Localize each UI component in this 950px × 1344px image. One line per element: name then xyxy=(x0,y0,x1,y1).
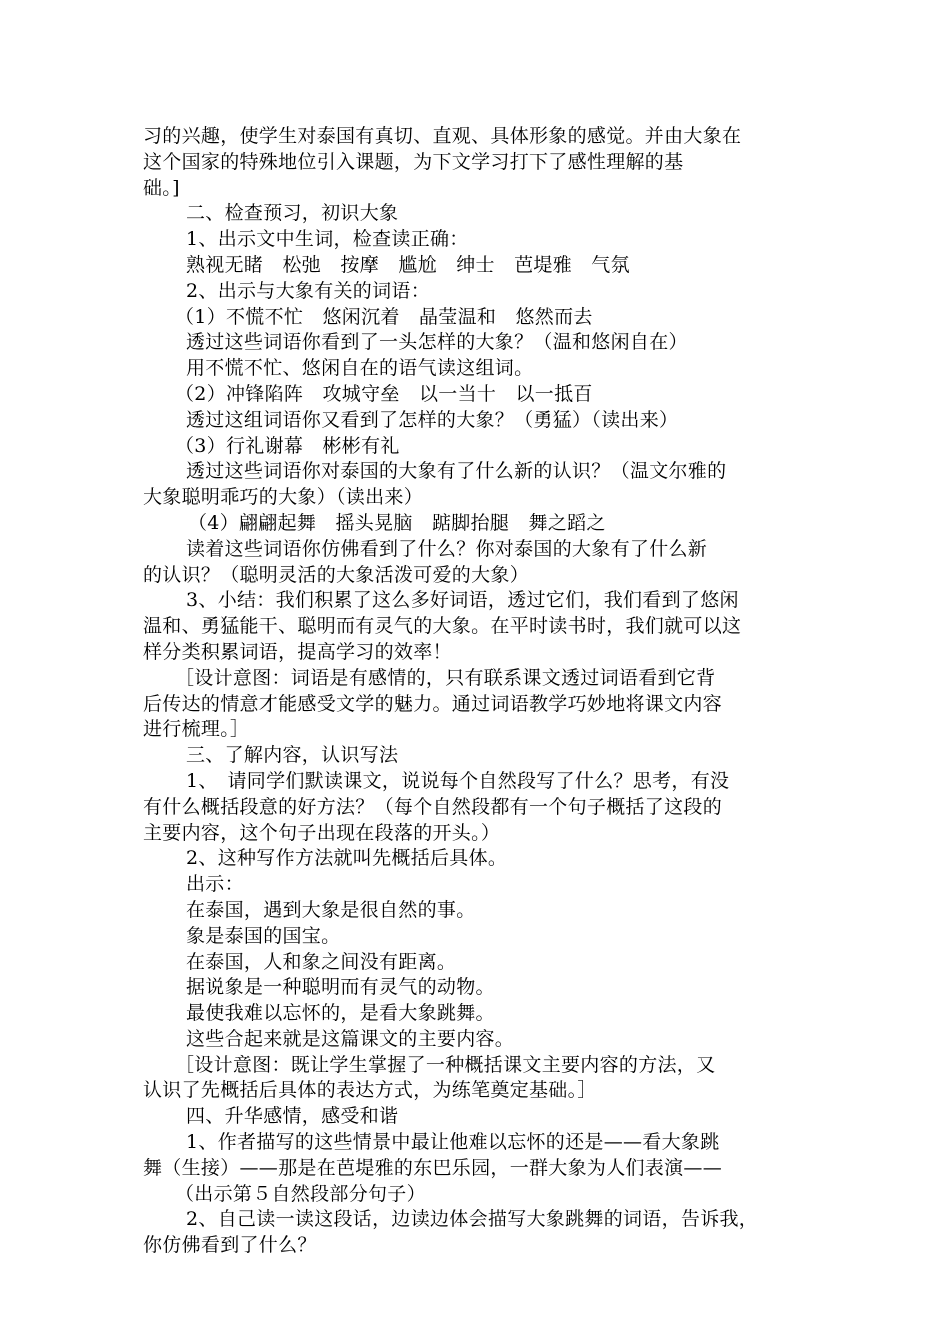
text-line: 主要内容，这个句子出现在段落的开头。） xyxy=(143,821,501,844)
text-line: 最使我难以忘怀的，是看大象跳舞。 xyxy=(186,1002,495,1025)
text-line: 2、自己读一读这段话，边读边体会描写大象跳舞的词语，告诉我， xyxy=(186,1208,759,1231)
text-line: 3、小结：我们积累了这么多好词语，透过它们，我们看到了悠闲 xyxy=(186,589,739,612)
design-note: 认识了先概括后具体的表达方式，为练笔奠定基础。］ xyxy=(143,1079,597,1102)
text-line: 2、出示与大象有关的词语： xyxy=(186,279,430,302)
section-heading: 二、检查预习，初识大象 xyxy=(186,202,399,225)
text-line: 大象聪明乖巧的大象）（读出来） xyxy=(143,486,424,509)
text-line: 透过这些词语你对泰国的大象有了什么新的认识？（温文尔雅的 xyxy=(186,460,727,483)
text-line: 在泰国，遇到大象是很自然的事。 xyxy=(186,898,476,921)
vocab-group: （4）翩翩起舞 摇头晃脑 踮脚抬腿 舞之蹈之 xyxy=(188,511,606,534)
text-line: 出示： xyxy=(186,873,244,896)
text-line: 在泰国，人和象之间没有距离。 xyxy=(186,950,457,973)
text-line: （出示第５自然段部分句子） xyxy=(175,1182,426,1205)
section-heading: 三、了解内容，认识写法 xyxy=(186,744,399,767)
design-note: ［设计意图：既让学生掌握了一种概括课文主要内容的方法，又 xyxy=(175,1053,716,1076)
text-line: 习的兴趣，使学生对泰国有真切、直观、具体形象的感觉。并由大象在 xyxy=(143,125,742,147)
text-line: 2、这种写作方法就叫先概括后具体。 xyxy=(186,847,508,870)
text-line: 读着这些词语你仿佛看到了什么？你对泰国的大象有了什么新 xyxy=(186,537,708,560)
text-line: 透过这些词语你看到了一头怎样的大象？（温和悠闲自在） xyxy=(186,331,688,354)
text-line: 透过这组词语你又看到了怎样的大象？（勇猛）（读出来） xyxy=(186,408,679,431)
vocab-group: （2）冲锋陷阵 攻城守垒 以一当十 以一抵百 xyxy=(175,382,593,405)
vocab-group: （3）行礼谢幕 彬彬有礼 xyxy=(175,434,400,457)
text-line: 这些合起来就是这篇课文的主要内容。 xyxy=(186,1027,515,1050)
text-line: 1、出示文中生词，检查读正确： xyxy=(186,228,469,251)
text-line: 1、 请同学们默读课文，说说每个自然段写了什么？思考，有没 xyxy=(186,769,730,792)
text-line: 有什么概括段意的好方法？（每个自然段都有一个句子概括了这段的 xyxy=(143,795,723,818)
text-line: 象是泰国的国宝。 xyxy=(186,924,341,947)
design-note: ［设计意图：词语是有感情的，只有联系课文透过词语看到它背 xyxy=(175,666,716,689)
vocab-line: 熟视无睹 松弛 按摩 尴尬 绅士 芭堤雅 气氛 xyxy=(186,253,630,276)
text-line: 用不慌不忙、悠闲自在的语气读这组词。 xyxy=(186,357,534,380)
text-line: 这个国家的特殊地位引入课题，为下文学习打下了感性理解的基 xyxy=(143,150,684,173)
text-line: 样分类积累词语，提高学习的效率！ xyxy=(143,640,452,663)
body-text xyxy=(143,124,808,1259)
section-heading: 四、升华感情，感受和谐 xyxy=(186,1105,399,1128)
text-line: 据说象是一种聪明而有灵气的动物。 xyxy=(186,976,495,999)
text-line: 的认识？（聪明灵活的大象活泼可爱的大象） xyxy=(143,563,530,586)
text-line: 舞（生接）——那是在芭堤雅的东巴乐园，一群大象为人们表演—— xyxy=(143,1156,723,1179)
design-note: 进行梳理。］ xyxy=(143,718,250,741)
design-note: 后传达的情意才能感受文学的魅力。通过词语教学巧妙地将课文内容 xyxy=(143,692,723,715)
text-line: 1、作者描写的这些情景中最让他难以忘怀的还是——看大象跳 xyxy=(186,1131,720,1154)
text-line: 你仿佛看到了什么？ xyxy=(143,1234,317,1257)
text-line: 温和、勇猛能干、聪明而有灵气的大象。在平时读书时，我们就可以这 xyxy=(143,615,742,638)
text-line: 础。] xyxy=(143,176,180,199)
vocab-group: （1）不慌不忙 悠闲沉着 晶莹温和 悠然而去 xyxy=(175,305,593,328)
